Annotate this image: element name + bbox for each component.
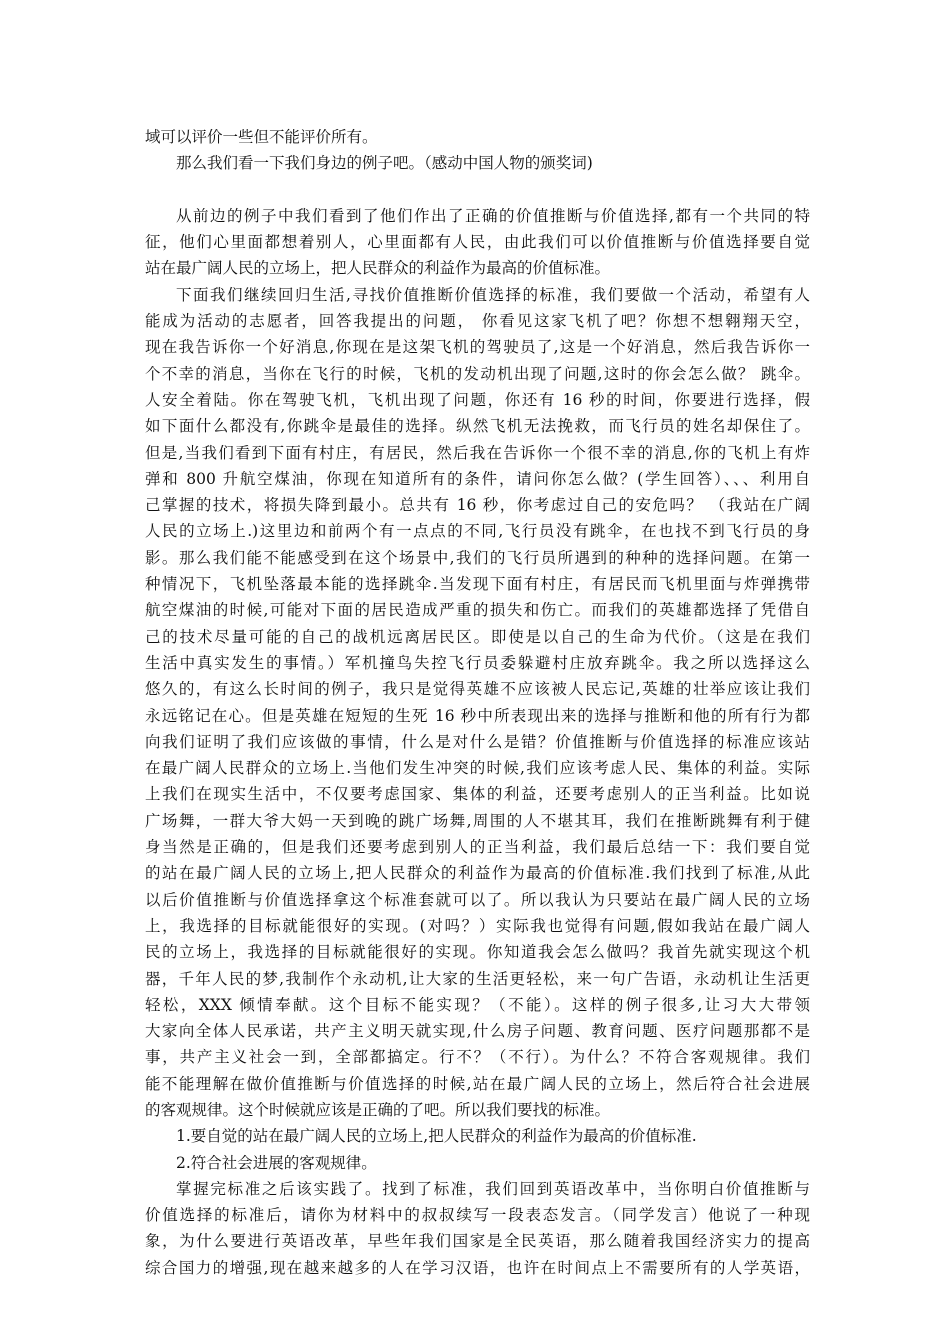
text-line: 但是,当我们看到下面有村庄，有居民，然后我在告诉你一个很不幸的消息,你的飞机上有炸	[145, 443, 810, 462]
text-line: 民的立场上，我选择的目标就能很好的实现。你知道我会怎么做吗？我首先就实现这个机	[145, 943, 810, 962]
text-line: 掌握完标准之后该实践了。找到了标准，我们回到英语改革中，当你明白价值推断与	[176, 1179, 810, 1198]
text-line: 能不能理解在做价值推断与价值选择的时候,站在最广阔人民的立场上，然后符合社会进展	[145, 1074, 810, 1093]
text-line: 域可以评价一些但不能评价所有。	[145, 128, 378, 146]
text-line: 影。那么我们能不能感受到在这个场景中,我们的飞行员所遇到的种种的选择问题。在第一	[145, 548, 810, 567]
text-line: 人民的立场上.)这里边和前两个有一点点的不同,飞行员没有跳伞，在也找不到飞行员的身	[145, 522, 810, 541]
text-line: 上，我选择的目标就能很好的实现。(对吗？）实际我也觉得有问题,假如我站在最广阔人	[145, 916, 810, 935]
text-line: 在最广阔人民群众的立场上.当他们发生冲突的时候,我们应该考虑人民、集体的利益。实际	[145, 759, 810, 778]
text-line: 身当然是正确的，但是我们还要考虑到别人的正当利益，我们最后总结一下：我们要自觉	[145, 838, 810, 857]
text-line: 2.符合社会进展的客观规律。	[176, 1153, 377, 1172]
text-line: 轻松，XXX 倾情奉献。这个目标不能实现？（不能）。这样的例子很多,让习大大带领	[145, 995, 810, 1014]
text-line: 综合国力的增强,现在越来越多的人在学习汉语，也许在时间点上不需要所有的人学英语，	[145, 1258, 810, 1277]
text-line: 广场舞，一群大爷大妈一天到晚的跳广场舞,周围的人不堪其耳，我们在推断跳舞有利于健	[145, 811, 810, 830]
text-line: 永远铭记在心。但是英雄在短短的生死 16 秒中所表现出来的选择与推断和他的所有行为都	[145, 706, 810, 725]
text-line: 大家向全体人民承诺，共产主义明天就实现,什么房子问题、教育问题、医疗问题那都不是	[145, 1022, 810, 1041]
text-line: 向我们证明了我们应该做的事情，什么是对什么是错？价值推断与价值选择的标准应该站	[145, 732, 810, 751]
text-line: 能成为活动的志愿者，回答我提出的问题， 你看见这家飞机了吧？你想不想翱翔天空，	[145, 312, 810, 331]
text-line: 征，他们心里面都想着别人，心里面都有人民，由此我们可以价值推断与价值选择要自觉	[145, 233, 810, 252]
document-body	[145, 124, 810, 1281]
text-line: 象，为什么要进行英语改革，早些年我们国家是全民英语，那么随着我国经济实力的提高	[145, 1232, 810, 1251]
text-line: 从前边的例子中我们看到了他们作出了正确的价值推断与价值选择,都有一个共同的特	[176, 206, 810, 225]
text-line: 事，共产主义社会一到，全部都搞定。行不？（不行）。为什么？不符合客观规律。我们	[145, 1048, 810, 1067]
text-line: 航空煤油的时候,可能对下面的居民造成严重的损失和伤亡。而我们的英雄都选择了凭借自	[145, 601, 810, 620]
text-line: 个不幸的消息，当你在飞行的时候，飞机的发动机出现了问题,这时的你会怎么做？ 跳伞。	[145, 364, 810, 383]
text-line: 价值选择的标准后，请你为材料中的叔叔续写一段表态发言。（同学发言）他说了一种现	[145, 1206, 810, 1225]
text-line: 如下面什么都没有,你跳伞是最佳的选择。纵然飞机无法挽救，而飞行员的姓名却保住了。	[145, 417, 810, 436]
text-line: 的客观规律。这个时候就应该是正确的了吧。所以我们要找的标准。	[145, 1100, 611, 1119]
text-line: 悠久的，有这么长时间的例子，我只是觉得英雄不应该被人民忘记,英雄的壮举应该让我们	[145, 680, 810, 699]
text-line: 站在最广阔人民的立场上，把人民群众的利益作为最高的价值标准。	[145, 259, 611, 278]
text-line: 现在我告诉你一个好消息,你现在是这架飞机的驾驶员了,这是一个好消息，然后我告诉你一	[145, 338, 810, 357]
text-line: 的站在最广阔人民的立场上,把人民群众的利益作为最高的价值标准.我们找到了标准,从此	[145, 864, 810, 883]
text-line: 种情况下，飞机坠落最本能的选择跳伞.当发现下面有村庄，有居民而飞机里面与炸弹携带	[145, 575, 810, 594]
text-line: 己掌握的技术，将损失降到最小。总共有 16 秒，你考虑过自己的安危吗？ （我站在广阔	[145, 496, 810, 515]
blank-line	[145, 177, 810, 203]
text-line: 人安全着陆。你在驾驶飞机，飞机出现了问题，你还有 16 秒的时间，你要进行选择，假	[145, 390, 810, 409]
text-line: 1.要自觉的站在最广阔人民的立场上,把人民群众的利益作为最高的价值标准.	[176, 1127, 697, 1146]
text-line: 己的技术尽量可能的自己的战机远离居民区。即使是以自己的生命为代价。（这是在我们	[145, 627, 810, 646]
text-line: 器，千年人民的梦,我制作个永动机,让大家的生活更轻松，来一句广告语，永动机让生活更	[145, 969, 810, 988]
text-line: 那么我们看一下我们身边的例子吧。（感动中国人物的颁奖词)	[176, 154, 593, 173]
text-line: 弹和 800 升航空煤油，你现在知道所有的条件，请问你怎么做？(学生回答）、、、利用自	[145, 469, 810, 488]
text-line: 上我们在现实生活中，不仅要考虑国家、集体的利益，还要考虑别人的正当利益。比如说	[145, 785, 810, 804]
text-line: 生活中真实发生的事情。）军机撞鸟失控飞行员委躲避村庄放弃跳伞。我之所以选择这么	[145, 653, 810, 672]
text-line: 以后价值推断与价值选择拿这个标准套就可以了。所以我认为只要站在最广阔人民的立场	[145, 890, 810, 909]
text-line: 下面我们继续回归生活,寻找价值推断价值选择的标准，我们要做一个活动，希望有人	[176, 285, 810, 304]
